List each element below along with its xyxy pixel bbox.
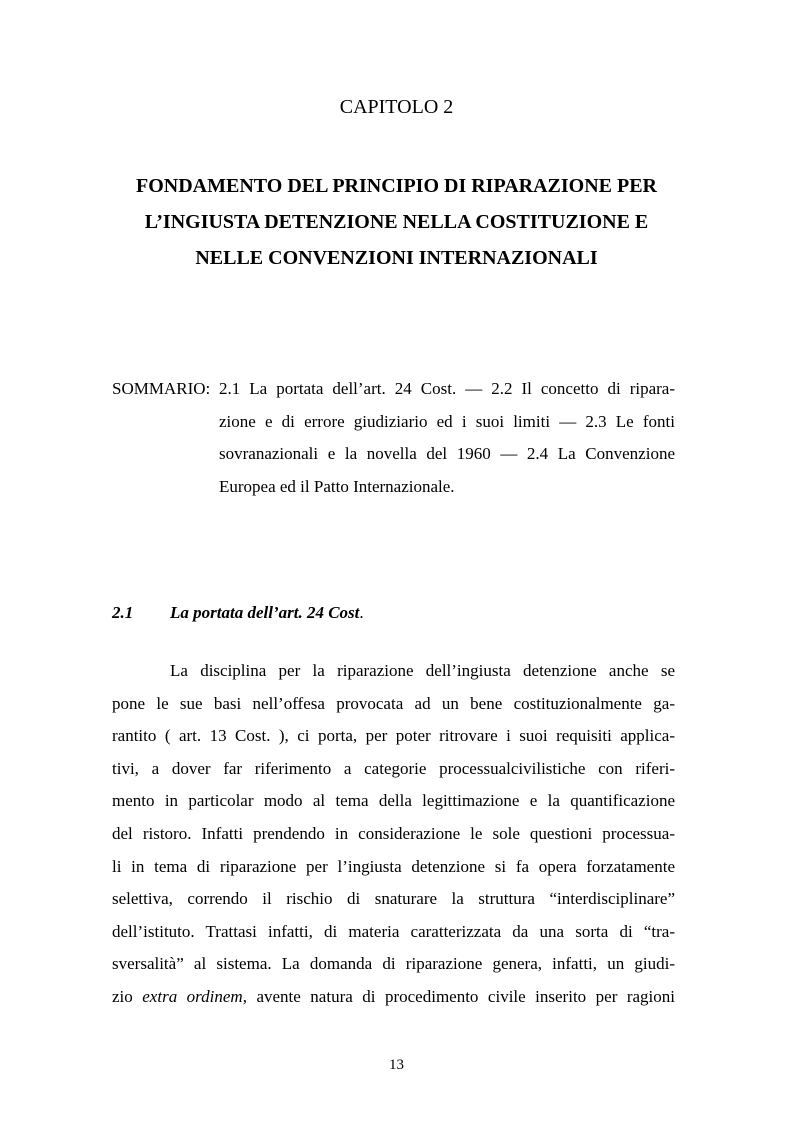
body-line: mento in particolar modo al tema della legittimazione e la quantificazione [112,791,675,811]
summary-line: Europea ed il Patto Internazionale. [219,476,455,496]
summary-line: 2.1 La portata dell’art. 24 Cost. — 2.2 Il concetto di ripara- [219,379,675,398]
body-line: rantito ( art. 13 Cost. ), ci porta, per poter ritrovare i suoi requisiti applica- [112,726,675,746]
chapter-title [100,168,693,276]
body-line: selettiva, correndo il rischio di snaturare la struttura “interdisciplinare” [112,889,675,909]
title-line: L’INGIUSTA DETENZIONE NELLA COSTITUZIONE E [144,211,649,233]
body-line: dell’istituto. Trattasi infatti, di materia caratterizzata da una sorta di “tra- [112,921,675,941]
title-line: FONDAMENTO DEL PRINCIPIO DI RIPARAZIONE PER [136,175,657,197]
body-line: La disciplina per la riparazione dell’ingiusta detenzione anche se [170,661,675,680]
body-line: del ristoro. Infatti prendendo in considerazione le sole questioni processua- [112,824,675,843]
section-number: 2.1 [112,603,134,622]
title-line: NELLE CONVENZIONI INTERNAZIONALI [195,247,598,269]
summary-label: SOMMARIO: [112,379,211,398]
body-line: tivi, a dover far riferimento a categorie processualcivilistiche con riferi- [112,758,675,778]
summary-line: sovranazionali e la novella del 1960 — 2.4 La Convenzione [219,444,675,463]
page-number: 13 [389,1057,404,1073]
chapter-heading: CAPITOLO 2 [339,96,454,118]
body-line: sversalità” al sistema. La domanda di riparazione genera, infatti, un giudi- [112,954,675,974]
section-title: La portata dell’art. 24 Cost. [170,603,364,622]
summary-line: zione e di errore giudiziario ed i suoi limiti — 2.3 Le fonti [219,411,675,431]
body-line: li in tema di riparazione per l’ingiusta detenzione si fa opera forzatamente [112,856,675,876]
body-line: zio extra ordinem, avente natura di procedimento civile inserito per ragioni [112,987,675,1006]
body-line: pone le sue basi nell’offesa provocata ad un bene costituzionalmente ga- [112,693,675,713]
italic-term: extra ordinem [142,987,243,1006]
